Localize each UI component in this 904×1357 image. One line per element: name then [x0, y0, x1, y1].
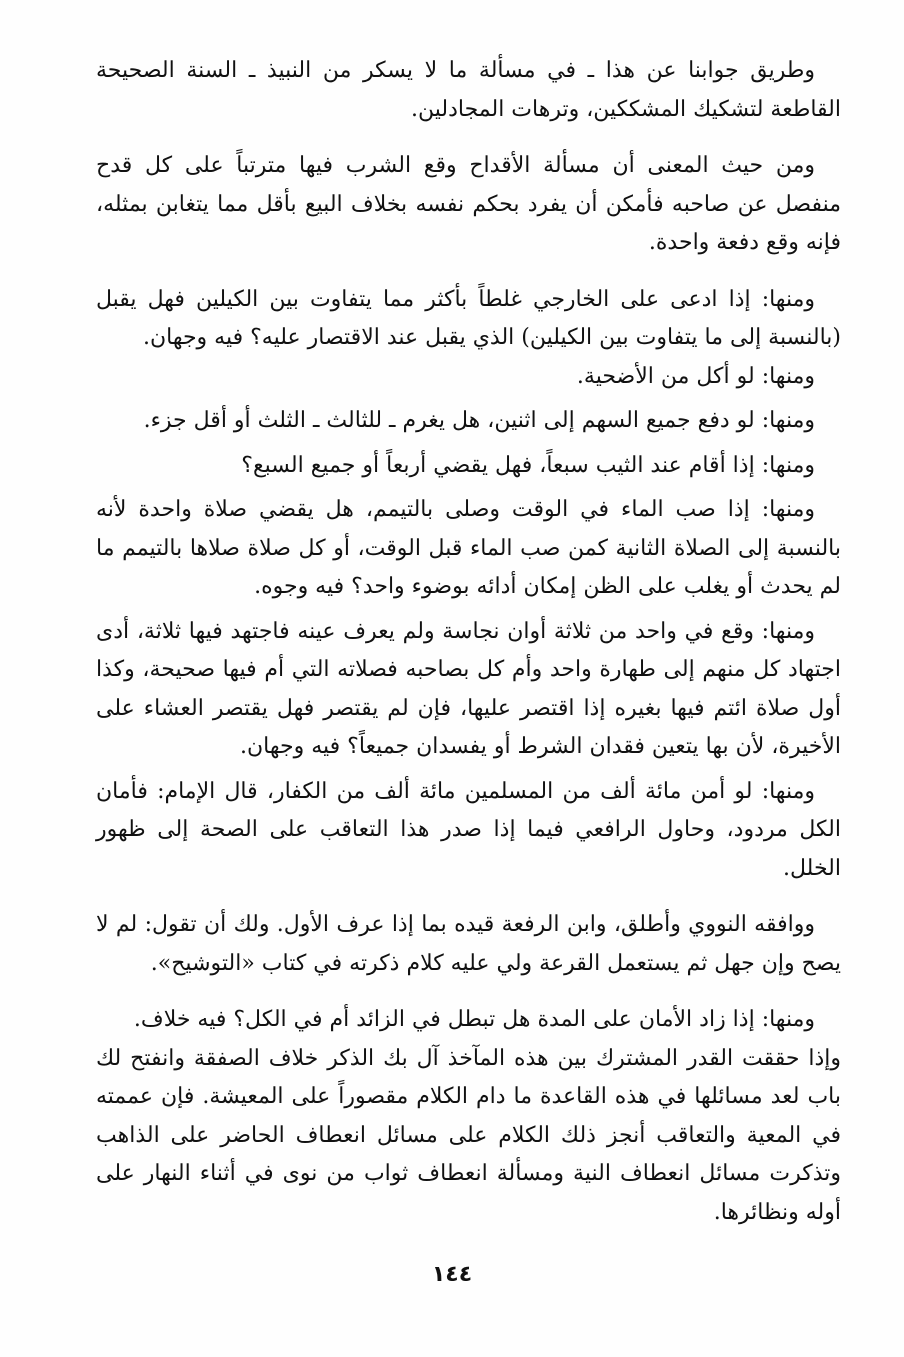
paragraph-3: ومنها: إذا ادعى على الخارجي غلطاً بأكثر مما يتفاوت بين الكيلين فهل يقبل (بالنسبة إلى ما يتفاوت بين الكيلين) الذي يقبل عند الاقتصار عليه؟ فيه وجهان.: [96, 286, 841, 350]
paragraph-12: وإذا حققت القدر المشترك بين هذه المآخذ آل بك الذكر خلاف الصفقة وانفتح لك باب لعد مسائلها في هذه القاعدة ما دام الكلام مقصوراً على المعيشة. فإن عممته في المعية والتعاقب أنجز ذلك الكلام على مسائل انعطاف الحاضر على الذاهب وتذكرت مسائل انعطاف النية ومسألة انعطاف ثواب من نوى في أثناء النهار على أوله ونظائرها.: [96, 1045, 841, 1225]
paragraph-7: ومنها: إذا صب الماء في الوقت وصلى بالتيمم، هل يقضي صلاة واحدة لأنه بالنسبة إلى الصلاة الثانية كمن صب الماء قبل الوقت، أو كل صلاة صلاها بالتيمم ما لم يحدث أو يغلب على الظن إمكان أدائه بوضوء واحد؟ فيه وجوه.: [96, 497, 841, 599]
paragraph-8: ومنها: وقع في واحد من ثلاثة أوان نجاسة ولم يعرف عينه فاجتهد فيها ثلاثة، أدى اجتهاد كل منهم إلى طهارة واحد وأم كل بصاحبه فصلاته التي أم فيها صحيحة، وكذا أول صلاة ائتم فيها بغيره إذا اقتصر عليها، فإن لم يقتصر فهل يقتصر العشاء على الأخيرة، لأن بها يتعين فقدان الشرط أو يفسدان جميعاً؟ فيه وجهان.: [96, 618, 841, 759]
body-text: [96, 52, 841, 1232]
paragraph-4: ومنها: لو أكل من الأضحية.: [576, 363, 815, 389]
paragraph-9: ومنها: لو أمن مائة ألف من المسلمين مائة ألف من الكفار، قال الإمام: فأمان الكل مردود، وحاول الرافعي فيما إذا صدر هذا التعاقب على الصحة إلى ظهور الخلل.: [96, 778, 841, 881]
paragraph-11: ومنها: إذا زاد الأمان على المدة هل تبطل في الزائد أم في الكل؟ فيه خلاف.: [133, 1007, 815, 1032]
paragraph-10: ووافقه النووي وأطلق، وابن الرفعة قيده بما إذا عرف الأول. ولك أن تقول: لم لا يصح وإن جهل ثم يستعمل القرعة ولي عليه كلام ذكرته في كتاب «التوشيح».: [96, 912, 841, 976]
paragraph-1: وطريق جوابنا عن هذا ـ في مسألة ما لا يسكر من النبيذ ـ السنة الصحيحة القاطعة لتشكيك المشككين، وترهات المجادلين.: [96, 58, 841, 122]
paragraph-2: ومن حيث المعنى أن مسألة الأقداح وقع الشرب فيها مترتباً على كل قدح منفصل عن صاحبه فأمكن أن يفرد بحكم نفسه بخلاف البيع بأقل مما يتغابن بمثله، فإنه وقع دفعة واحدة.: [96, 153, 841, 255]
page-number: ١٤٤: [431, 1262, 473, 1287]
paragraph-5: ومنها: لو دفع جميع السهم إلى اثنين، هل يغرم ـ للثالث ـ الثلث أو أقل جزء.: [143, 408, 815, 433]
paragraph-6: ومنها: إذا أقام عند الثيب سبعاً، فهل يقضي أربعاً أو جميع السبع؟: [241, 452, 815, 478]
